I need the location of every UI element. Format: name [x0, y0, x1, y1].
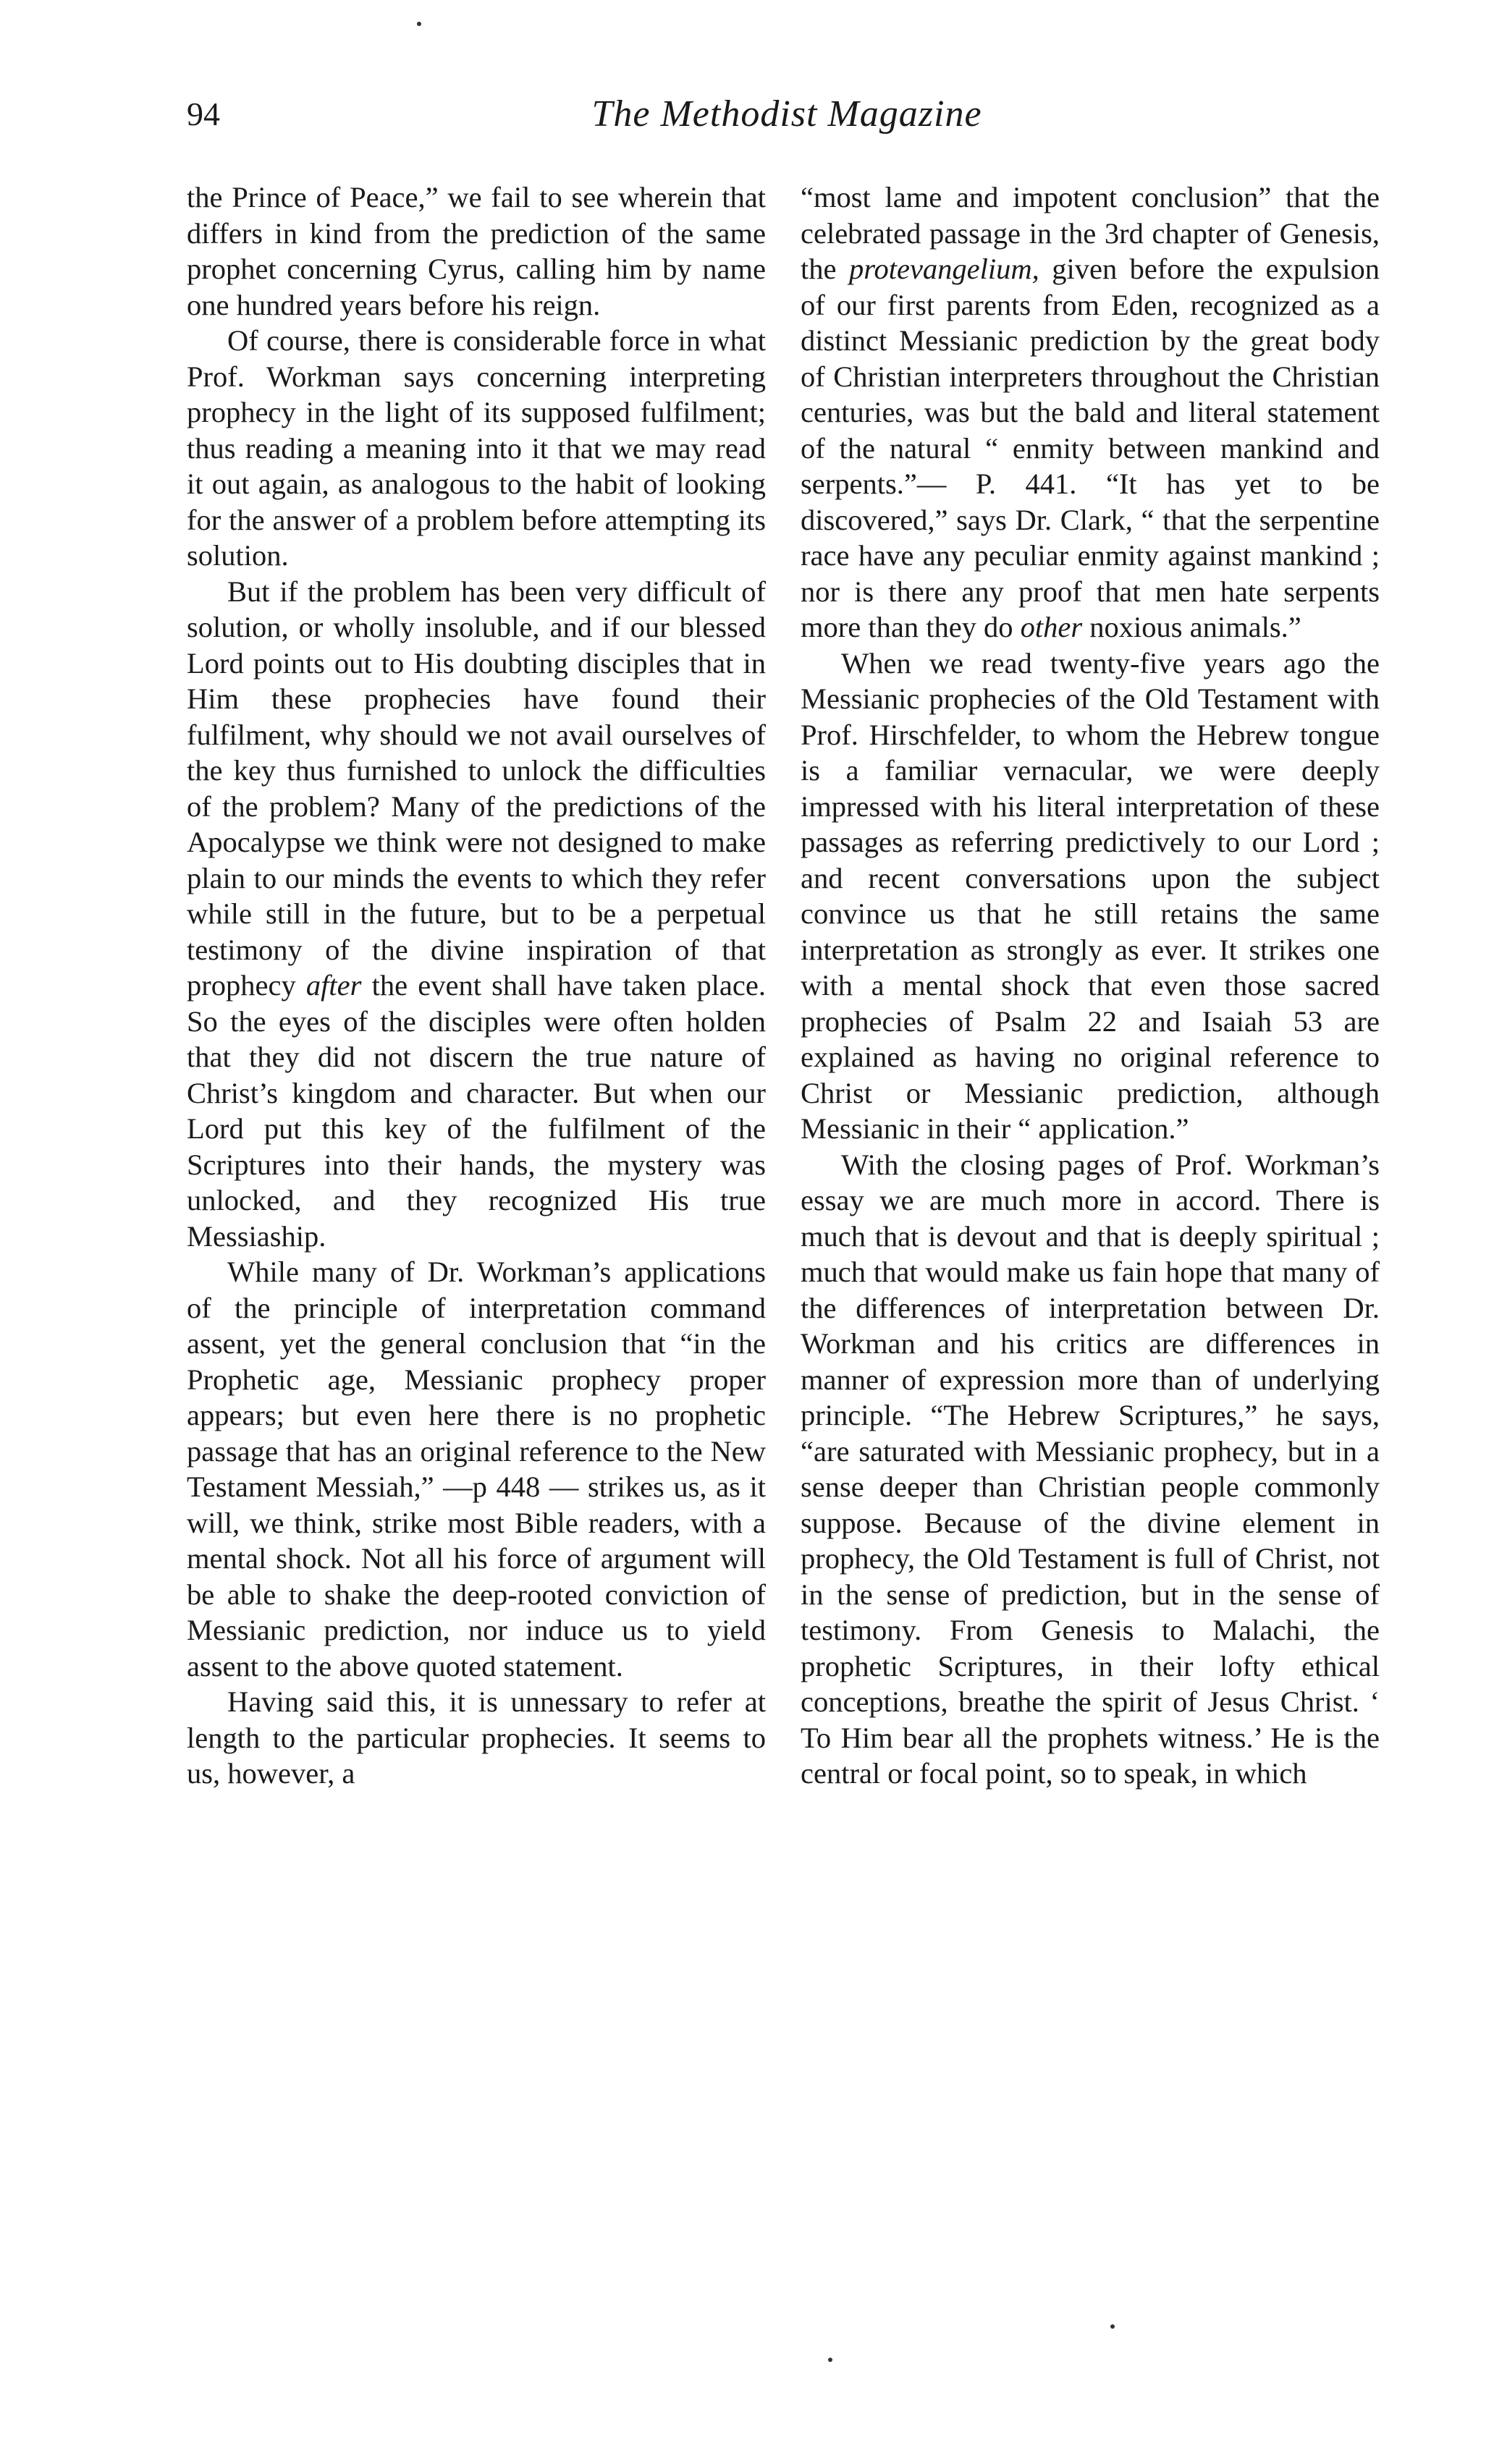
italic-text: other [1020, 611, 1083, 643]
print-speck [1110, 2324, 1115, 2329]
paragraph [187, 574, 766, 1255]
print-speck [417, 22, 421, 26]
page-number: 94 [187, 96, 220, 132]
text-run: given before the expulsion of our first parents from Eden, recognized as a distinct Messianic prediction by the great body of Christian interpreters throughout the Christian centuries, was but the bald and literal statement of the natural “ enmity between mankind and serpents.”— P. 441. “It has yet to be discovered,” says Dr. Clark, “ that the serpentine race have any peculiar enmity against mankind ; nor is there any proof that men hate serpents more than they do [801, 253, 1380, 643]
running-title: The Methodist Magazine [591, 93, 982, 135]
paragraph: the Prince of Peace,” we fail to see wherein that differs in kind from the prediction of the same prophet concerning Cyrus, calling him by name one hundred years before his reign. [187, 181, 766, 321]
paragraph: With the closing pages of Prof. Workman’s essay we are much more in accord. There is much that is devout and that is deeply spiritual ; much that would make us fain hope that many of the differences of interpretation between Dr. Workman and his critics are differences in manner of expression more than of underlying principle. “The Hebrew Scriptures,” he says, “are saturated with Messianic prophecy, but in a sense deeper than Christian people commonly suppose. Because of the divine element in prophecy, the Old Testament is full of Christ, not in the sense of prediction, but in the sense of testimony. From Genesis to Malachi, the prophetic Scriptures, in their lofty ethical conceptions, breathe the spirit of Jesus Christ. ‘ To Him bear all the prophets witness.’ He is the central or focal point, so to speak, in which [801, 1148, 1380, 1790]
page-header [187, 85, 1387, 143]
text-run: But if the problem has been very difficult of solution, or wholly insoluble, and if our blessed Lord points out to His doubting disciples that in Him these prophecies have found their fulfilment, why should we not avail ourselves of the key thus furnished to unlock the difficulties of the problem? Many of the predictions of the Apocalypse we think were not designed to make plain to our minds the events to which they refer while still in the future, but to be a perpetual testimony of the divine inspiration of that prophecy [187, 575, 766, 1002]
paragraph: While many of Dr. Workman’s applications of the principle of interpretation command assent, yet the general conclusion that “in the Prophetic age, Messianic prophecy proper appears; but even here there is no prophetic passage that has an original reference to the New Testament Messiah,” —p 448 — strikes us, as it will, we think, strike most Bible readers, with a mental shock. Not all his force of argument will be able to shake the deep-rooted conviction of Messianic prediction, nor induce us to yield assent to the above quoted statement. [187, 1256, 766, 1682]
italic-text: protevangelium, [848, 253, 1039, 285]
left-column [187, 179, 766, 2379]
right-column [801, 179, 1380, 2379]
text-run: noxious animals.” [1082, 611, 1301, 643]
text-run: “most lame and impotent conclusion” that the celebrated passage in the 3rd chapter of Genesis, the [801, 181, 1380, 285]
text-run: the event shall have taken place. So the eyes of the disciples were often holden that they did not discern the true nature of Christ’s kingdom and character. But when our Lord put this key of the fulfilment of the Scriptures into their hands, the mystery was unlocked, and they recognized His true Messiaship. [187, 969, 766, 1253]
print-speck [828, 2358, 832, 2362]
paragraph: When we read twenty-five years ago the Messianic prophecies of the Old Testament with Prof. Hirschfelder, to whom the Hebrew tongue is a familiar vernacular, we were deeply impressed with his literal interpretation of these passages as referring predictively to our Lord ; and recent conversations upon the subject convince us that he still retains the same interpretation as strongly as ever. It strikes one with a mental shock that even those sacred prophecies of Psalm 22 and Isaiah 53 are explained as having no original reference to Christ or Messianic prediction, although Messianic in their “ application.” [801, 646, 1380, 1145]
body-columns [187, 179, 1387, 2379]
paragraph [801, 179, 1380, 645]
paragraph: Having said this, it is unnessary to refer at length to the particular prophecies. It seems to us, however, a [187, 1685, 766, 1790]
italic-text: after [305, 969, 362, 1002]
paragraph: Of course, there is considerable force in what Prof. Workman says concerning interpreting prophecy in the light of its supposed fulfilment; thus reading a meaning into it that we may read it out again, as analogous to the habit of looking for the answer of a problem before attempting its solution. [187, 324, 766, 572]
